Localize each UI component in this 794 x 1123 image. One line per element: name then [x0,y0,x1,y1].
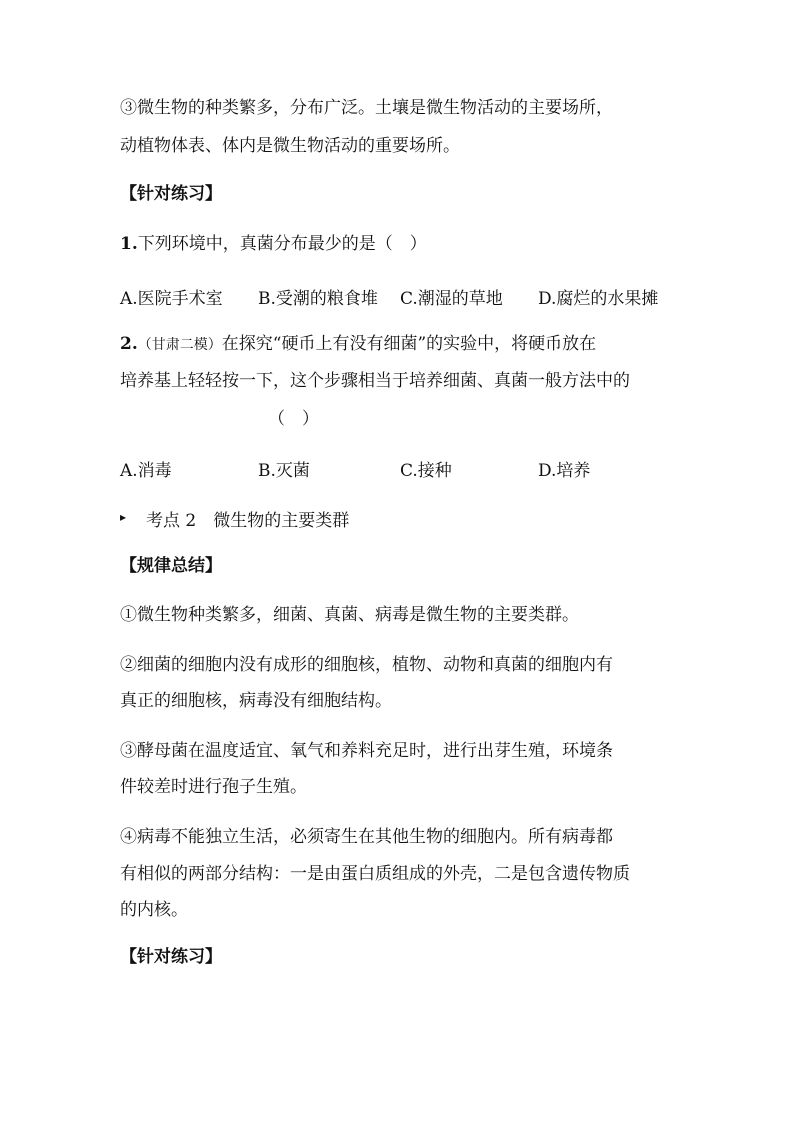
q2-option-d: D.培养 [538,461,591,481]
q1-option-d: D.腐烂的水果摊 [538,289,659,309]
question-2-text: 在探究“硬币上有没有细菌”的实验中，将硬币放在 [221,334,597,354]
kaodian-marker-icon: ▸ [120,510,127,524]
summary-point-3-line1: ③酵母菌在温度适宜、氧气和养料充足时，进行出芽生殖，环境条 [120,741,613,761]
question-1-number: 1. [120,234,138,254]
summary-point-4-line1: ④病毒不能独立生活，必须寄生在其他生物的细胞内。所有病毒都 [120,827,613,847]
point3-line1: ③微生物的种类繁多，分布广泛。土壤是微生物活动的主要场所， [120,98,613,118]
point3-line2: 动植物体表、体内是微生物活动的重要场所。 [120,136,460,156]
summary-heading: 【规律总结】 [120,556,222,576]
q2-option-a: A.消毒 [120,461,172,481]
question-2-blank: （ ） [268,409,319,429]
q1-option-b: B.受潮的粮食堆 [258,289,378,309]
question-1-text: 下列环境中，真菌分布最少的是（ ） [137,234,427,254]
q1-option-a: A.医院手术室 [120,289,223,309]
question-2-number: 2. [120,334,138,354]
q1-option-c: C.潮湿的草地 [400,289,503,309]
q2-option-c: C.接种 [400,461,452,481]
summary-point-4-line2: 有相似的两部分结构：一是由蛋白质组成的外壳，二是包含遗传物质 [120,864,630,884]
question-2-line1 [120,333,596,356]
summary-point-2-line1: ②细菌的细胞内没有成形的细胞核，植物、动物和真菌的细胞内有 [120,655,613,675]
kaodian-2-title: 考点 2 微生物的主要类群 [146,511,350,531]
question-2-line2: 培养基上轻轻按一下，这个步骤相当于培养细菌、真菌一般方法中的 [120,371,630,391]
summary-point-3-line2: 件较差时进行孢子生殖。 [120,777,307,797]
practice-heading: 【针对练习】 [120,184,222,204]
question-2-source: （甘肃二模） [137,337,222,353]
practice-heading-2: 【针对练习】 [120,947,222,967]
question-1-stem [120,233,427,255]
summary-point-1: ①微生物种类繁多，细菌、真菌、病毒是微生物的主要类群。 [120,605,579,625]
summary-point-4-line3: 的内核。 [120,900,188,920]
summary-point-2-line2: 真正的细胞核，病毒没有细胞结构。 [120,691,392,711]
q2-option-b: B.灭菌 [258,461,310,481]
